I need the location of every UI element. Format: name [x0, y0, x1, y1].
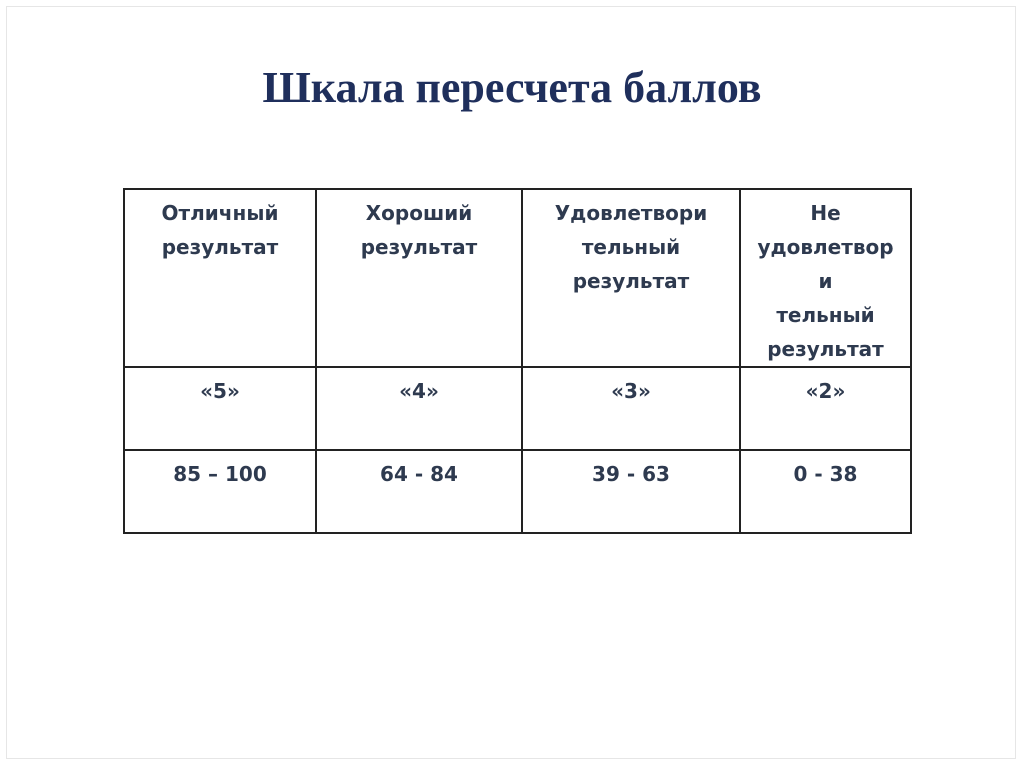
header-cell-unsatisfactory [740, 189, 911, 367]
grade-cell: «3» [522, 367, 740, 450]
header-cell-satisfactory [522, 189, 740, 367]
grade-scale-table [123, 188, 912, 534]
table-row-grades [124, 367, 911, 450]
header-line: Хороший [365, 201, 473, 225]
header-line: результат [360, 235, 478, 259]
header-line: результат [767, 337, 884, 361]
header-line: тельный [776, 303, 875, 327]
range-cell: 64 - 84 [316, 450, 522, 533]
grade-cell: «2» [740, 367, 911, 450]
grade-cell: «4» [316, 367, 522, 450]
header-line: результат [161, 235, 279, 259]
header-cell-excellent [124, 189, 316, 367]
header-line: результат [572, 269, 690, 293]
header-line: Не [810, 201, 841, 225]
header-line: Отличный [161, 201, 279, 225]
grade-cell: «5» [124, 367, 316, 450]
header-line: и [818, 269, 833, 293]
header-line: тельный [581, 235, 681, 259]
range-cell: 39 - 63 [522, 450, 740, 533]
header-line: Удовлетвори [554, 201, 708, 225]
slide-title: Шкала пересчета баллов [262, 63, 762, 112]
header-line: удовлетвор [757, 235, 894, 259]
header-cell-good [316, 189, 522, 367]
range-cell: 85 – 100 [124, 450, 316, 533]
table-row-headers [124, 189, 911, 367]
table-row-ranges [124, 450, 911, 533]
range-cell: 0 - 38 [740, 450, 911, 533]
